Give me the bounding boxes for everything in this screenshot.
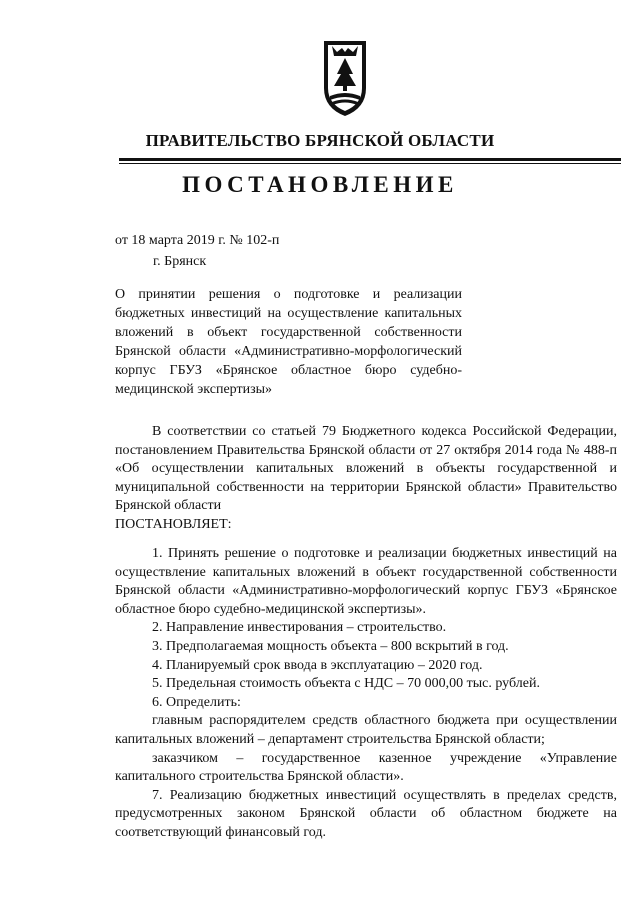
list-item: главным распорядителем средств областного бюджета при осуществлении капитальных вложений – департамент строительства Брянской области; [115,713,617,747]
decree-items [115,545,617,843]
preamble-block [115,423,617,535]
decree-word: ПОСТАНОВЛЯЕТ: [115,516,232,532]
document-type: ПОСТАНОВЛЕНИЕ [182,172,458,197]
list-item: 6. Определить: [152,694,241,710]
header-rule-thick [119,158,621,161]
list-item: заказчиком – государственное казенное учреждение «Управление капитального строительства Брянской области». [115,750,617,785]
government-name: ПРАВИТЕЛЬСТВО БРЯНСКОЙ ОБЛАСТИ [145,131,495,150]
list-item: 7. Реализацию бюджетных инвестиций осуществлять в пределах средств, предусмотренных законом Брянской области об областном бюджете на соответствующий финансовый год. [115,787,617,840]
header-rule-thin [119,163,621,164]
coat-of-arms-icon [320,38,370,118]
list-item: 3. Предполагаемая мощность объекта – 800 вскрытий в год. [152,638,509,654]
city: г. Брянск [153,254,207,269]
list-item: 2. Направление инвестирования – строительство. [152,620,447,636]
document-subject: О принятии решения о подготовке и реализации бюджетных инвестиций на осуществление капитальных вложений в объект государственной собственности Брянской области «Административно-морфологический корпус ГБУЗ «Брянское областное бюро судебно-медицинской экспертизы» [115,287,462,397]
preamble: В соответствии со статьей 79 Бюджетного кодекса Российской Федерации, постановлением Правительства Брянской области от 27 октября 2014 года № 488-п «Об осуществлении капитальных вложений в объекты государственной и муниципальной собственности на территории Брянской области» Правительство Брянской области [115,424,617,514]
list-item: 4. Планируемый срок ввода в эксплуатацию – 2020 год. [152,657,483,673]
list-item: 1. Принять решение о подготовке и реализации бюджетных инвестиций на осуществление капитальных вложений в объект государственной собственности Брянской области «Административно-морфологический корпус ГБУЗ «Брянское областное бюро судебно-медицинской экспертизы». [115,546,617,617]
list-item: 5. Предельная стоимость объекта с НДС – 70 000,00 тыс. рублей. [152,676,540,692]
date-and-number: от 18 марта 2019 г. № 102-п [115,233,280,248]
